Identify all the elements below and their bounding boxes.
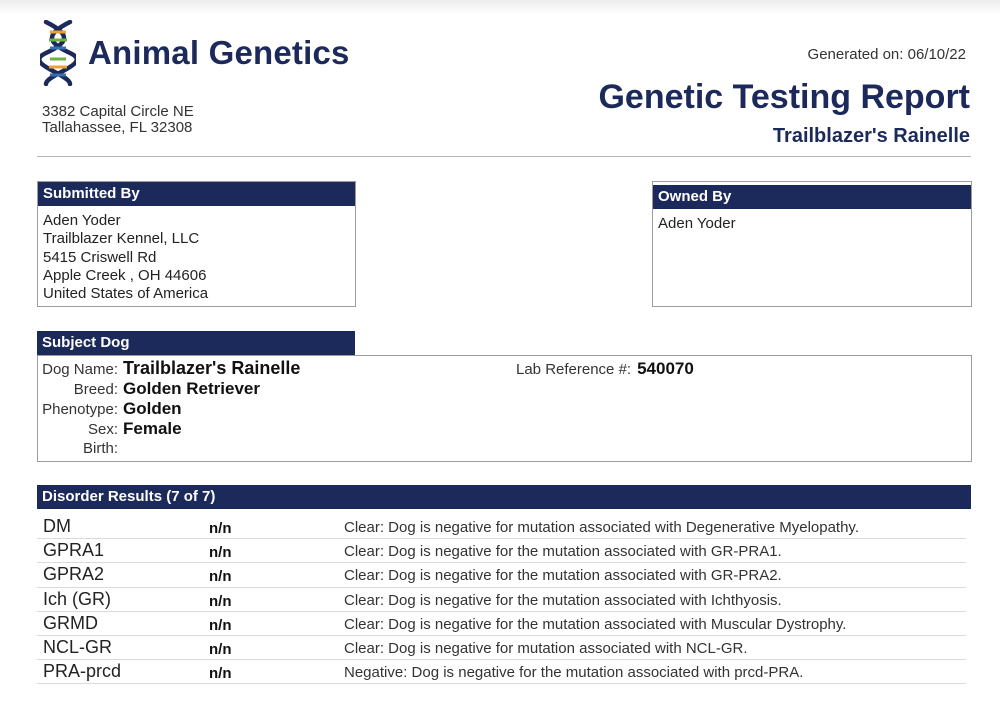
report-title: Genetic Testing Report xyxy=(598,78,970,116)
submitted-by-details xyxy=(38,206,355,303)
disorder-genotype: n/n xyxy=(209,665,232,683)
table-row xyxy=(37,539,966,563)
disorder-description: Clear: Dog is negative for the mutation associated with Ichthyosis. xyxy=(344,591,782,609)
submitter-street: 5415 Criswell Rd xyxy=(43,248,157,266)
dog-name-row xyxy=(38,358,300,378)
dna-helix-icon xyxy=(40,20,76,86)
disorder-genotype: n/n xyxy=(209,568,232,586)
disorder-name: GRMD xyxy=(43,612,98,633)
phenotype-row xyxy=(38,399,182,419)
subject-dog-heading: Subject Dog xyxy=(37,331,355,355)
phenotype-label: Phenotype: xyxy=(42,401,118,418)
disorder-genotype: n/n xyxy=(209,544,232,562)
birth-label: Birth: xyxy=(82,440,118,457)
submitter-country: United States of America xyxy=(43,285,209,303)
disorder-name: PRA-prcd xyxy=(43,661,122,682)
table-row xyxy=(37,588,966,612)
report-subtitle: Trailblazer's Rainelle xyxy=(772,125,970,147)
table-row xyxy=(37,515,966,539)
sex-value: Female xyxy=(123,419,182,438)
submitter-city: Apple Creek , OH 44606 xyxy=(43,266,207,284)
address-line-2: Tallahassee, FL 32308 xyxy=(42,119,193,136)
breed-row xyxy=(38,379,260,399)
lab-reference-value: 540070 xyxy=(637,359,694,378)
subject-dog-box xyxy=(37,355,972,462)
disorder-name: DM xyxy=(43,516,71,536)
table-row xyxy=(37,612,966,636)
table-row xyxy=(37,636,966,660)
header-divider xyxy=(37,156,971,157)
birth-row xyxy=(38,440,123,460)
owned-by-details xyxy=(653,209,971,233)
submitter-kennel: Trailblazer Kennel, LLC xyxy=(43,230,200,248)
address-line-1: 3382 Capital Circle NE xyxy=(42,103,194,120)
disorder-genotype: n/n xyxy=(209,616,232,634)
submitted-by-heading: Submitted By xyxy=(38,182,355,206)
brand-logo xyxy=(40,20,350,86)
phenotype-value: Golden xyxy=(123,399,182,418)
dog-name-value: Trailblazer's Rainelle xyxy=(123,358,301,378)
company-address xyxy=(42,104,194,136)
disorder-results-table xyxy=(37,515,966,684)
table-row xyxy=(37,563,966,587)
submitter-name: Aden Yoder xyxy=(43,212,121,229)
disorder-genotype: n/n xyxy=(209,520,232,537)
disorder-genotype: n/n xyxy=(209,592,232,610)
owned-by-box xyxy=(652,181,972,307)
dog-name-label: Dog Name: xyxy=(42,361,118,378)
disorder-name: GPRA1 xyxy=(43,540,105,561)
disorder-description: Clear: Dog is negative for mutation associated with Degenerative Myelopathy. xyxy=(344,519,859,536)
disorder-description: Negative: Dog is negative for the mutation associated with prcd-PRA. xyxy=(344,664,804,682)
lab-reference xyxy=(516,359,694,379)
disorder-results-heading: Disorder Results (7 of 7) xyxy=(37,485,971,509)
disorder-description: Clear: Dog is negative for the mutation associated with Muscular Dystrophy. xyxy=(344,615,847,633)
disorder-description: Clear: Dog is negative for the mutation associated with GR-PRA2. xyxy=(344,567,782,585)
sex-label: Sex: xyxy=(87,421,118,438)
breed-value: Golden Retriever xyxy=(123,379,260,398)
brand-name: Animal Genetics xyxy=(88,34,350,71)
disorder-name: GPRA2 xyxy=(43,564,105,585)
generated-date: Generated on: 06/10/22 xyxy=(807,46,966,63)
breed-label: Breed: xyxy=(73,381,118,398)
sex-row xyxy=(38,419,182,439)
table-row xyxy=(37,660,966,684)
disorder-description: Clear: Dog is negative for mutation associated with NCL-GR. xyxy=(344,639,748,657)
disorder-name: NCL-GR xyxy=(43,636,113,657)
lab-reference-label: Lab Reference #: xyxy=(516,361,632,378)
submitted-by-box xyxy=(37,181,356,307)
disorder-description: Clear: Dog is negative for the mutation associated with GR-PRA1. xyxy=(344,543,782,561)
disorder-name: Ich (GR) xyxy=(43,588,112,609)
owned-by-heading: Owned By xyxy=(653,185,971,209)
disorder-genotype: n/n xyxy=(209,640,232,658)
owner-name: Aden Yoder xyxy=(658,215,736,232)
